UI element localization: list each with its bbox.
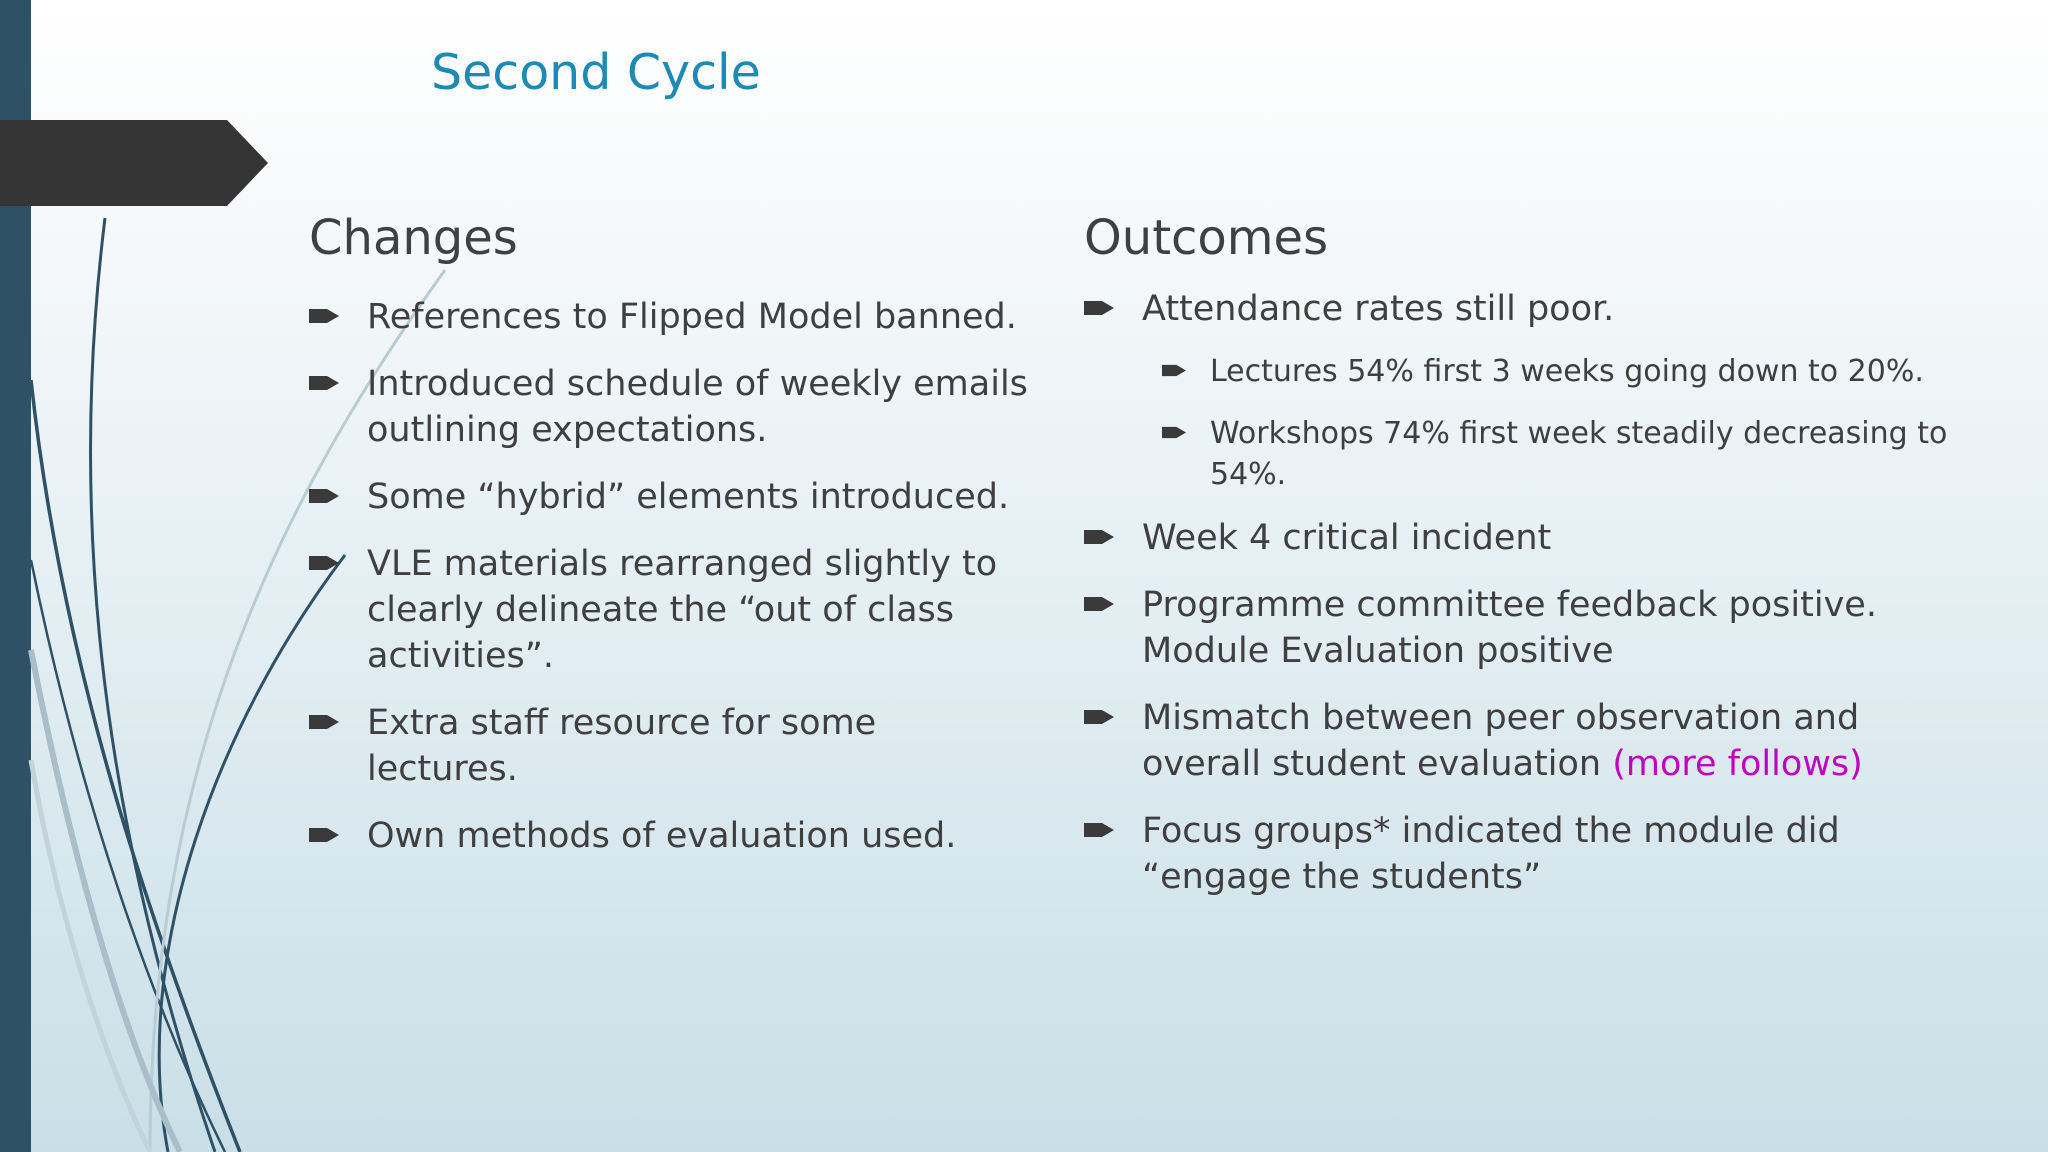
right-arrow-bullet-icon	[1084, 820, 1114, 840]
right-arrow-bullet-icon	[1084, 527, 1114, 547]
right-arrow-bullet-icon	[309, 553, 339, 573]
outcomes-item-text: Attendance rates still poor.	[1142, 289, 1615, 329]
changes-item-text: VLE materials rearranged slightly to clearly delineate the “out of class activities”.	[367, 544, 998, 676]
outcomes-item	[1084, 695, 1984, 787]
right-arrow-bullet-icon	[1162, 424, 1186, 441]
changes-item	[309, 700, 1029, 792]
slide-title: Second Cycle	[431, 44, 761, 101]
changes-item-text: References to Flipped Model banned.	[367, 297, 1017, 337]
outcomes-item-text: Week 4 critical incident	[1142, 518, 1552, 558]
changes-item-text: Introduced schedule of weekly emails outlining expectations.	[367, 364, 1028, 450]
changes-item	[309, 813, 1029, 859]
outcomes-item-text: Mismatch between peer observation and overall student evaluation	[1142, 698, 1860, 784]
right-arrow-bullet-icon	[1084, 707, 1114, 727]
changes-item-text: Extra staff resource for some lectures.	[367, 703, 877, 789]
right-arrow-bullet-icon	[309, 712, 339, 732]
outcomes-item	[1084, 286, 1984, 332]
changes-item	[309, 361, 1029, 453]
changes-item	[309, 294, 1029, 340]
right-arrow-bullet-icon	[309, 486, 339, 506]
changes-item	[309, 474, 1029, 520]
changes-column	[309, 205, 1029, 859]
changes-item	[309, 541, 1029, 679]
changes-item-text: Some “hybrid” elements introduced.	[367, 477, 1010, 517]
outcomes-item	[1084, 515, 1984, 561]
outcomes-list	[1084, 286, 1984, 900]
right-arrow-bullet-icon	[309, 825, 339, 845]
right-arrow-bullet-icon	[1162, 362, 1186, 379]
title-arrow-tab	[0, 120, 268, 206]
outcomes-item-text: Focus groups* indicated the module did “engage the students”	[1142, 811, 1840, 897]
more-follows-link[interactable]: (more follows)	[1612, 744, 1863, 784]
outcomes-column	[1084, 205, 1984, 900]
right-arrow-bullet-icon	[309, 306, 339, 326]
outcomes-item	[1084, 808, 1984, 900]
right-arrow-bullet-icon	[1084, 298, 1114, 318]
outcomes-sub-item	[1162, 351, 1984, 392]
outcomes-sub-item	[1162, 413, 1984, 495]
changes-heading: Changes	[309, 210, 518, 266]
outcomes-sub-item-text: Workshops 74% first week steadily decreasing to 54%.	[1210, 416, 1948, 492]
outcomes-item-text: Programme committee feedback positive. Module Evaluation positive	[1142, 585, 1877, 671]
right-arrow-bullet-icon	[1084, 594, 1114, 614]
outcomes-item	[1084, 582, 1984, 674]
changes-list	[309, 294, 1029, 859]
outcomes-heading: Outcomes	[1084, 210, 1329, 266]
changes-item-text: Own methods of evaluation used.	[367, 816, 957, 856]
outcomes-sub-item-text: Lectures 54% first 3 weeks going down to 20%.	[1210, 354, 1924, 389]
right-arrow-bullet-icon	[309, 373, 339, 393]
